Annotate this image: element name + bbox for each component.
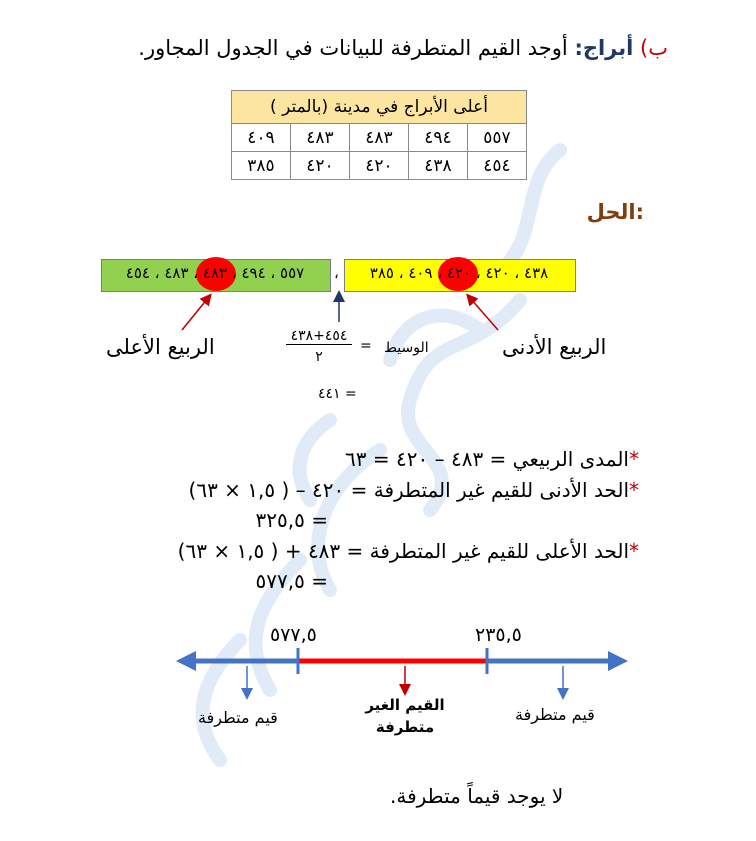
upper-half-values: ٥٥٧ ، ٤٩٤ ، ٤٨٣ ، ٤٨٣ ، ٤٥٤ bbox=[125, 264, 305, 282]
non-outlier-label-2: متطرفة bbox=[375, 718, 435, 736]
table-cell: ٤٩٤ bbox=[409, 124, 468, 152]
bullet-star: * bbox=[629, 539, 639, 563]
bullet-star: * bbox=[629, 478, 639, 502]
lower-bound-value: = ٣٢٥,٥ bbox=[255, 508, 328, 532]
median-equals: = bbox=[360, 338, 372, 354]
table-cell: ٤٨٣ bbox=[350, 124, 409, 152]
table-cell: ٤٣٨ bbox=[409, 152, 468, 180]
upper-bound-value: = ٥٧٧,٥ bbox=[255, 569, 328, 593]
left-outlier-label: قيم متطرفة bbox=[198, 708, 278, 727]
table-cell: ٣٨٥ bbox=[232, 152, 291, 180]
table-header: أعلى الأبراج في مدينة (بالمتر ) bbox=[232, 91, 527, 124]
table-cell: ٤٢٠ bbox=[291, 152, 350, 180]
lower-quartile-label: الربيع الأدنى bbox=[502, 335, 607, 359]
table-cell: ٤٢٠ bbox=[350, 152, 409, 180]
conclusion-text: لا يوجد قيماً متطرفة. bbox=[390, 784, 564, 808]
right-outlier-label: قيم متطرفة bbox=[515, 705, 595, 724]
question-title: أبراج: bbox=[574, 36, 634, 60]
table-cell: ٤٥٤ bbox=[468, 152, 527, 180]
table-cell: ٤٠٩ bbox=[232, 124, 291, 152]
halves-separator: ، bbox=[334, 264, 339, 282]
lower-bound-text: الحد الأدنى للقيم غير المتطرفة = ٤٢٠ – ( ١,٥ × ٦٣) bbox=[188, 478, 629, 502]
upper-bound-text: الحد الأعلى للقيم غير المتطرفة = ٤٨٣ + ( ١,٥ × ٦٣) bbox=[177, 539, 629, 563]
solution-label: الحل: bbox=[586, 200, 644, 224]
median-result: = ٤٤١ bbox=[318, 386, 357, 402]
question-letter: ب) bbox=[640, 36, 668, 60]
median-numerator: ٤٥٤+٤٣٨ bbox=[286, 328, 352, 345]
median-denominator: ٢ bbox=[315, 349, 323, 365]
question-text: أوجد القيم المتطرفة للبيانات في الجدول المجاور. bbox=[138, 36, 568, 60]
axis-right-arrowhead bbox=[608, 651, 628, 671]
non-outlier-label-1: القيم الغير bbox=[365, 696, 445, 714]
number-line-right-value: ٢٣٥,٥ bbox=[475, 624, 522, 646]
median-word: الوسيط bbox=[384, 340, 429, 356]
axis-left-arrowhead bbox=[176, 651, 196, 671]
table-cell: ٥٥٧ bbox=[468, 124, 527, 152]
lower-half-values: ٤٣٨ ، ٤٢٠ ، ٤٢٠ ، ٤٠٩ ، ٣٨٥ bbox=[369, 264, 549, 282]
bullet-star: * bbox=[629, 447, 639, 471]
upper-quartile-label: الربيع الأعلى bbox=[106, 335, 215, 359]
number-line-left-value: ٥٧٧,٥ bbox=[270, 624, 317, 646]
iqr-text: المدى الربيعي = ٤٨٣ – ٤٢٠ = ٦٣ bbox=[345, 447, 629, 471]
table-cell: ٤٨٣ bbox=[291, 124, 350, 152]
